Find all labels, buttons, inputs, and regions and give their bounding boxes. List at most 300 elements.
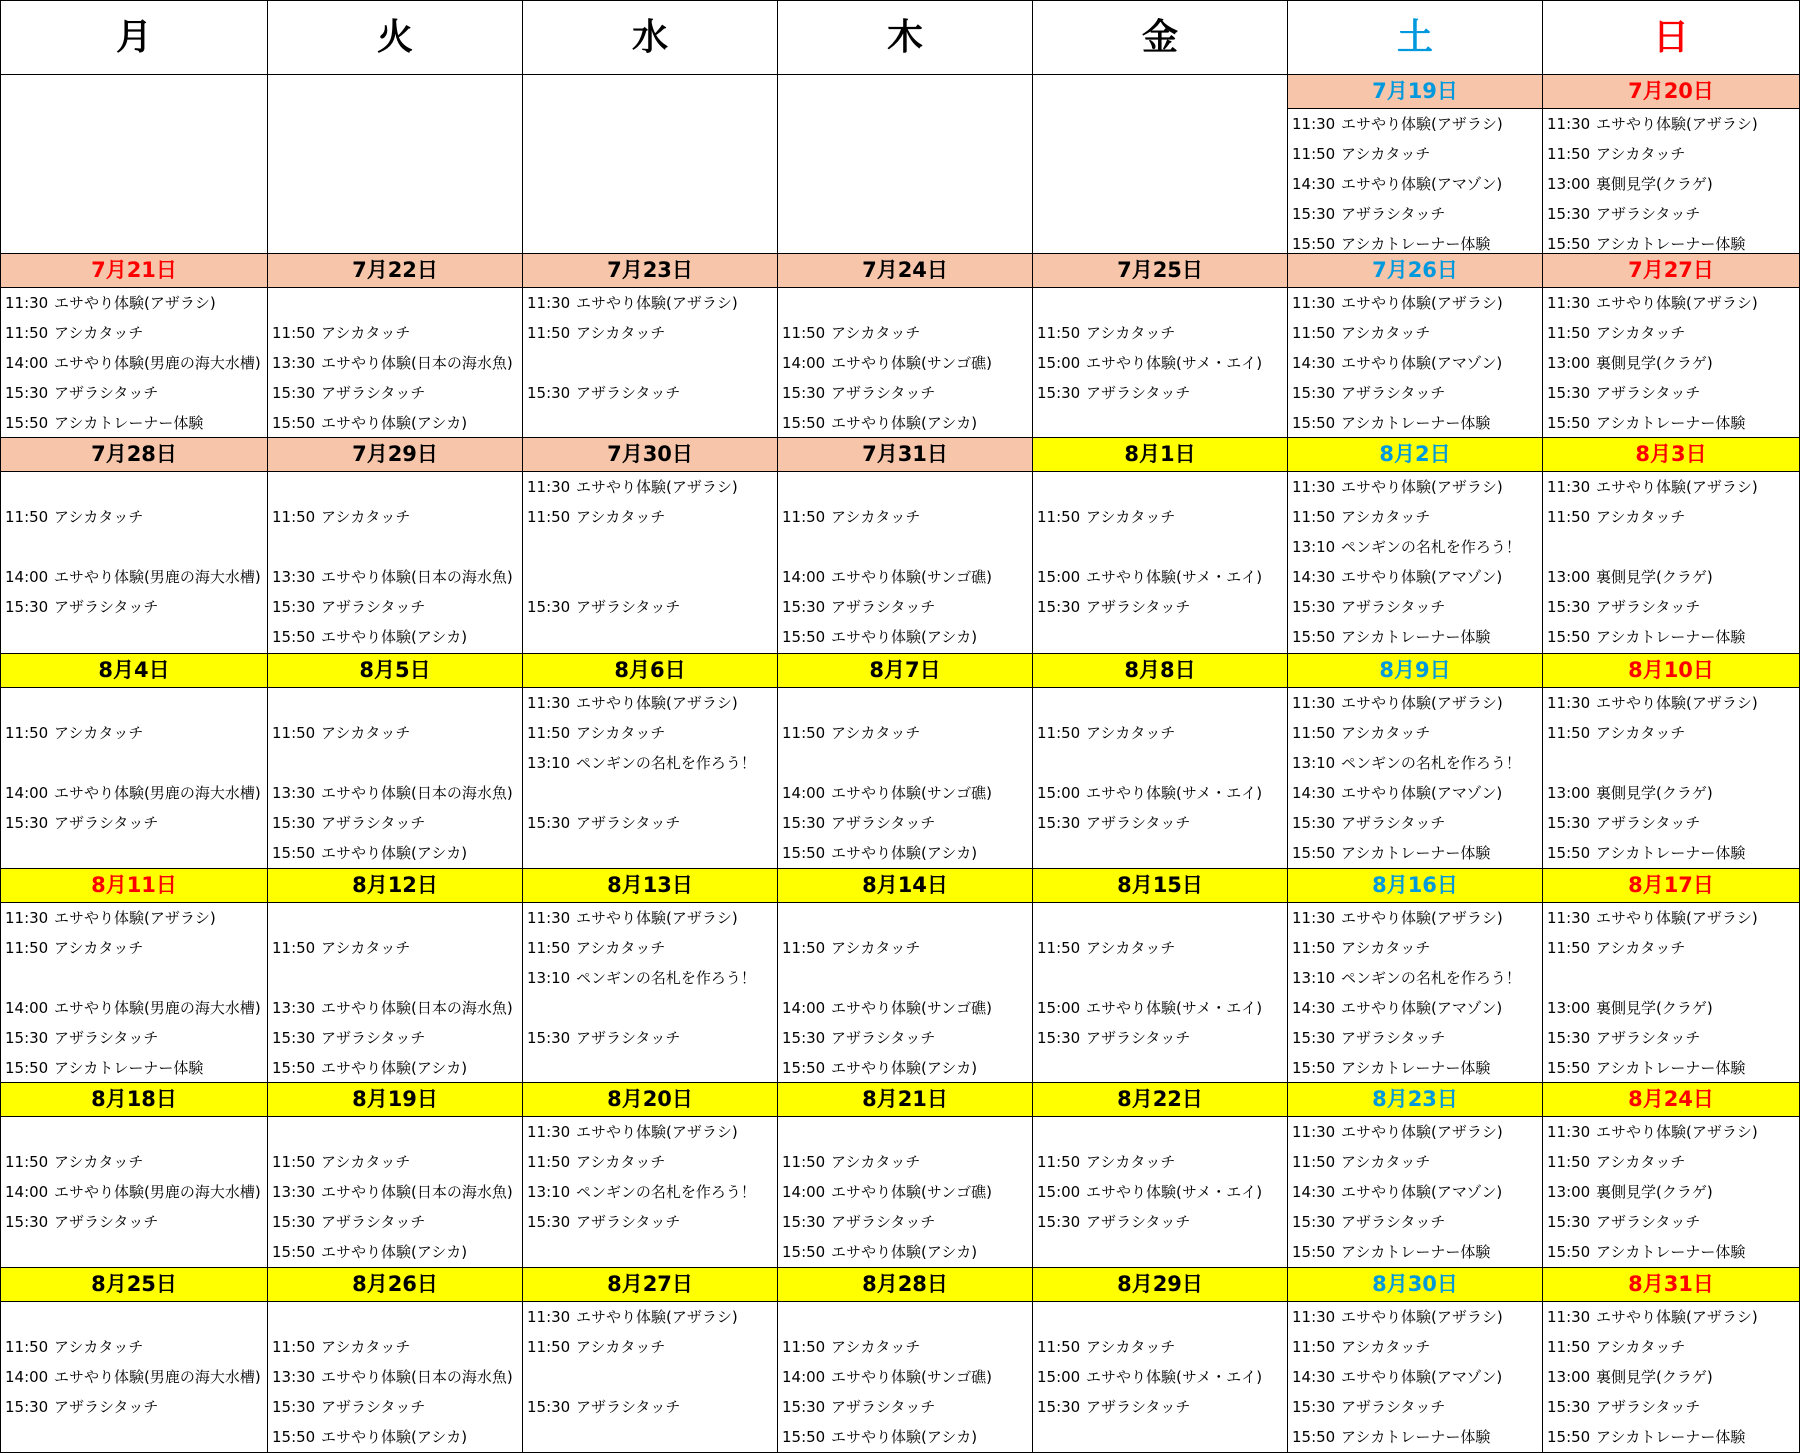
event-item xyxy=(1547,1237,1797,1267)
day-cell xyxy=(1288,254,1543,438)
event-item xyxy=(5,1147,265,1177)
event-name: エサやり体験(アマゾン) xyxy=(1341,999,1503,1017)
date-label: 8月25日 xyxy=(91,1272,177,1296)
event-item xyxy=(272,318,520,348)
event-name: エサやり体験(アザラシ) xyxy=(576,1308,738,1326)
event-name: アシカタッチ xyxy=(831,1153,921,1171)
event-time: 13:00 xyxy=(1547,568,1591,586)
day-cell xyxy=(1288,869,1543,1083)
event-time: 15:30 xyxy=(1292,1029,1336,1047)
date-label: 8月4日 xyxy=(98,658,170,682)
event-time: 15:30 xyxy=(5,1213,49,1231)
event-item xyxy=(1292,1332,1540,1362)
event-name: アシカタッチ xyxy=(1596,1338,1686,1356)
event-time: 11:50 xyxy=(272,724,316,742)
event-time: 15:30 xyxy=(1037,598,1081,616)
event-time: 15:50 xyxy=(1547,1428,1591,1446)
day-cell xyxy=(268,654,523,869)
event-item xyxy=(1547,502,1797,532)
date-header xyxy=(1,1268,267,1302)
event-time: 11:30 xyxy=(527,1308,571,1326)
date-header xyxy=(778,654,1032,688)
event-item xyxy=(5,1332,265,1362)
event-time: 15:50 xyxy=(272,844,316,862)
event-time: 15:50 xyxy=(272,628,316,646)
event-name: アザラシタッチ xyxy=(1596,1029,1701,1047)
event-name: エサやり体験(アマゾン) xyxy=(1341,568,1503,586)
date-label: 8月12日 xyxy=(352,873,438,897)
event-name: アザラシタッチ xyxy=(576,1029,681,1047)
event-time: 15:30 xyxy=(1292,1398,1336,1416)
event-name: エサやり体験(アシカ) xyxy=(831,1059,978,1077)
event-item xyxy=(1547,778,1797,808)
event-item xyxy=(1037,718,1285,748)
day-cell xyxy=(0,1083,268,1268)
event-item xyxy=(1037,933,1285,963)
event-time: 15:30 xyxy=(782,1213,826,1231)
event-item xyxy=(5,502,265,532)
event-time: 11:30 xyxy=(527,294,571,312)
event-time: 11:50 xyxy=(1547,324,1591,342)
event-name: エサやり体験(日本の海水魚) xyxy=(321,1183,513,1201)
event-item xyxy=(1547,288,1797,318)
event-time: 15:30 xyxy=(782,1398,826,1416)
event-name: 裏側見学(クラゲ) xyxy=(1596,354,1713,372)
event-name: エサやり体験(アマゾン) xyxy=(1341,175,1503,193)
event-name: エサやり体験(男鹿の海大水槽) xyxy=(54,568,261,586)
event-name: エサやり体験(アシカ) xyxy=(321,414,468,432)
event-item xyxy=(527,748,775,778)
event-item xyxy=(1292,622,1540,652)
day-cell xyxy=(523,654,778,869)
event-item xyxy=(272,838,520,868)
event-name: アシカトレーナー体験 xyxy=(1596,628,1746,646)
event-item xyxy=(1292,778,1540,808)
event-name: アザラシタッチ xyxy=(321,814,426,832)
event-name: エサやり体験(アザラシ) xyxy=(1341,478,1503,496)
event-name: アザラシタッチ xyxy=(576,384,681,402)
event-time: 14:00 xyxy=(782,1183,826,1201)
event-item xyxy=(5,1207,265,1237)
event-time: 11:50 xyxy=(1547,939,1591,957)
event-name: エサやり体験(アシカ) xyxy=(321,1428,468,1446)
event-item xyxy=(782,1392,1030,1422)
event-name: エサやり体験(サンゴ礁) xyxy=(831,784,992,802)
event-item xyxy=(1292,288,1540,318)
event-time: 11:30 xyxy=(527,478,571,496)
day-cell xyxy=(1543,75,1800,254)
event-time: 13:10 xyxy=(1292,754,1336,772)
day-cell xyxy=(778,1083,1033,1268)
event-time: 15:50 xyxy=(1547,414,1591,432)
date-label: 8月2日 xyxy=(1379,442,1451,466)
event-time: 11:50 xyxy=(782,1153,826,1171)
event-item xyxy=(5,562,265,592)
date-header xyxy=(778,1268,1032,1302)
event-name: エサやり体験(アシカ) xyxy=(321,1059,468,1077)
event-time: 15:30 xyxy=(1547,205,1591,223)
event-name: 裏側見学(クラゲ) xyxy=(1596,175,1713,193)
event-time: 13:00 xyxy=(1547,1368,1591,1386)
weekday-label: 月 xyxy=(115,16,152,58)
event-item xyxy=(782,1053,1030,1083)
event-time: 11:50 xyxy=(5,1153,49,1171)
event-name: アシカタッチ xyxy=(1596,1153,1686,1171)
date-label: 8月19日 xyxy=(352,1087,438,1111)
event-time: 11:50 xyxy=(1037,324,1081,342)
event-item xyxy=(1547,562,1797,592)
event-name: エサやり体験(アシカ) xyxy=(321,844,468,862)
event-name: アザラシタッチ xyxy=(1596,598,1701,616)
event-name: アシカタッチ xyxy=(1341,724,1431,742)
date-header xyxy=(1288,438,1542,472)
day-cell xyxy=(1288,75,1543,254)
date-header xyxy=(268,869,522,903)
event-item xyxy=(1547,1362,1797,1392)
event-item xyxy=(1292,1147,1540,1177)
event-item xyxy=(1292,378,1540,408)
day-cell xyxy=(778,1268,1033,1453)
event-time: 15:30 xyxy=(272,1213,316,1231)
day-cell xyxy=(0,869,268,1083)
event-time: 15:30 xyxy=(527,814,571,832)
event-time: 15:30 xyxy=(527,598,571,616)
date-header xyxy=(1543,654,1799,688)
event-time: 15:30 xyxy=(5,598,49,616)
event-item xyxy=(1292,688,1540,718)
event-time: 11:30 xyxy=(1547,478,1591,496)
weekday-label: 火 xyxy=(376,16,413,58)
event-time: 11:30 xyxy=(1547,294,1591,312)
date-header xyxy=(1288,1268,1542,1302)
date-label: 8月7日 xyxy=(869,658,941,682)
event-time: 14:00 xyxy=(5,1368,49,1386)
event-time: 13:00 xyxy=(1547,784,1591,802)
event-item xyxy=(5,318,265,348)
event-name: アザラシタッチ xyxy=(1341,598,1446,616)
event-item xyxy=(1292,963,1540,993)
date-label: 8月13日 xyxy=(607,873,693,897)
event-item xyxy=(1292,718,1540,748)
date-header xyxy=(268,1083,522,1117)
event-time: 15:30 xyxy=(5,1398,49,1416)
event-name: エサやり体験(日本の海水魚) xyxy=(321,354,513,372)
event-time: 15:50 xyxy=(272,1059,316,1077)
event-name: アザラシタッチ xyxy=(1086,384,1191,402)
event-name: アザラシタッチ xyxy=(1596,814,1701,832)
event-time: 14:00 xyxy=(5,1183,49,1201)
event-time: 11:50 xyxy=(1037,1153,1081,1171)
event-time: 15:30 xyxy=(1037,1029,1081,1047)
event-time: 11:50 xyxy=(1547,145,1591,163)
day-cell xyxy=(1033,438,1288,654)
date-label: 8月28日 xyxy=(862,1272,948,1296)
event-name: アザラシタッチ xyxy=(54,598,159,616)
empty-day-cell xyxy=(523,75,778,254)
date-header xyxy=(1543,1083,1799,1117)
event-time: 14:30 xyxy=(1292,568,1336,586)
event-time: 15:30 xyxy=(1037,1213,1081,1231)
event-item xyxy=(782,1422,1030,1452)
event-time: 15:50 xyxy=(782,1243,826,1261)
event-time: 13:10 xyxy=(527,969,571,987)
event-name: アシカタッチ xyxy=(1341,508,1431,526)
event-item xyxy=(272,1147,520,1177)
event-name: アシカタッチ xyxy=(1596,939,1686,957)
event-name: アシカタッチ xyxy=(1086,939,1176,957)
event-name: アザラシタッチ xyxy=(576,1213,681,1231)
event-time: 14:00 xyxy=(782,1368,826,1386)
event-time: 14:00 xyxy=(5,354,49,372)
event-time: 15:30 xyxy=(5,384,49,402)
event-item xyxy=(5,933,265,963)
weekday-header xyxy=(1543,0,1800,75)
event-item xyxy=(527,718,775,748)
event-item xyxy=(272,1237,520,1267)
day-cell xyxy=(268,1083,523,1268)
event-item xyxy=(1037,1207,1285,1237)
date-label: 7月29日 xyxy=(352,442,438,466)
event-item xyxy=(1547,592,1797,622)
event-time: 11:50 xyxy=(527,508,571,526)
event-name: アザラシタッチ xyxy=(54,384,159,402)
event-item xyxy=(5,1362,265,1392)
event-name: アシカトレーナー体験 xyxy=(1341,1059,1491,1077)
event-name: アシカタッチ xyxy=(54,724,144,742)
date-label: 7月27日 xyxy=(1628,258,1714,282)
event-name: エサやり体験(日本の海水魚) xyxy=(321,999,513,1017)
day-cell xyxy=(523,438,778,654)
day-cell xyxy=(1288,438,1543,654)
event-time: 11:50 xyxy=(5,724,49,742)
event-time: 15:30 xyxy=(1547,1398,1591,1416)
event-time: 11:50 xyxy=(527,939,571,957)
event-name: エサやり体験(日本の海水魚) xyxy=(321,568,513,586)
date-label: 8月22日 xyxy=(1117,1087,1203,1111)
event-item xyxy=(1547,1392,1797,1422)
event-name: アシカタッチ xyxy=(576,724,666,742)
event-item xyxy=(527,1177,775,1207)
event-name: アシカタッチ xyxy=(1341,939,1431,957)
event-item xyxy=(5,1053,265,1083)
date-label: 8月14日 xyxy=(862,873,948,897)
event-item xyxy=(527,318,775,348)
event-name: アザラシタッチ xyxy=(54,1213,159,1231)
event-item xyxy=(782,502,1030,532)
event-name: エサやり体験(日本の海水魚) xyxy=(321,784,513,802)
event-name: エサやり体験(サメ・エイ) xyxy=(1086,354,1263,372)
event-time: 15:30 xyxy=(272,598,316,616)
event-time: 15:50 xyxy=(1292,628,1336,646)
event-item xyxy=(5,808,265,838)
event-item xyxy=(1292,1207,1540,1237)
event-name: エサやり体験(アザラシ) xyxy=(54,294,216,312)
date-header xyxy=(1,1083,267,1117)
date-label: 8月16日 xyxy=(1372,873,1458,897)
event-item xyxy=(1292,472,1540,502)
event-name: アザラシタッチ xyxy=(1596,1398,1701,1416)
weekday-header xyxy=(1033,0,1288,75)
event-time: 14:30 xyxy=(1292,175,1336,193)
event-name: エサやり体験(サメ・エイ) xyxy=(1086,1368,1263,1386)
event-name: アシカトレーナー体験 xyxy=(1596,844,1746,862)
event-item xyxy=(1547,139,1797,169)
event-item xyxy=(1292,348,1540,378)
event-time: 15:30 xyxy=(1037,814,1081,832)
event-name: アシカタッチ xyxy=(831,508,921,526)
event-name: エサやり体験(アシカ) xyxy=(831,1243,978,1261)
event-name: エサやり体験(アザラシ) xyxy=(1341,115,1503,133)
event-name: アシカタッチ xyxy=(576,324,666,342)
date-header xyxy=(778,1083,1032,1117)
event-name: エサやり体験(アザラシ) xyxy=(576,1123,738,1141)
event-item xyxy=(527,963,775,993)
event-time: 11:50 xyxy=(1547,1153,1591,1171)
event-item xyxy=(782,348,1030,378)
event-name: アシカタッチ xyxy=(54,324,144,342)
event-item xyxy=(272,778,520,808)
event-item xyxy=(1037,562,1285,592)
event-item xyxy=(1547,318,1797,348)
date-label: 8月8日 xyxy=(1124,658,1196,682)
event-time: 14:30 xyxy=(1292,999,1336,1017)
event-name: エサやり体験(アザラシ) xyxy=(1341,1123,1503,1141)
date-header xyxy=(1288,254,1542,288)
event-item xyxy=(782,408,1030,438)
day-cell xyxy=(0,1268,268,1453)
event-name: アザラシタッチ xyxy=(1086,598,1191,616)
event-name: エサやり体験(アシカ) xyxy=(321,1243,468,1261)
date-label: 7月19日 xyxy=(1372,79,1458,103)
event-item xyxy=(1037,1332,1285,1362)
event-name: アザラシタッチ xyxy=(831,384,936,402)
event-name: アザラシタッチ xyxy=(831,1029,936,1047)
date-header xyxy=(1033,254,1287,288)
event-name: アザラシタッチ xyxy=(321,384,426,402)
event-name: アシカタッチ xyxy=(321,508,411,526)
event-time: 14:30 xyxy=(1292,1368,1336,1386)
event-item xyxy=(527,1392,775,1422)
event-time: 11:50 xyxy=(1037,939,1081,957)
event-name: アザラシタッチ xyxy=(576,1398,681,1416)
date-header xyxy=(1,254,267,288)
event-item xyxy=(272,348,520,378)
event-time: 15:30 xyxy=(1547,384,1591,402)
event-name: アシカタッチ xyxy=(321,939,411,957)
event-item xyxy=(1547,378,1797,408)
event-name: アザラシタッチ xyxy=(1341,1398,1446,1416)
event-time: 15:50 xyxy=(782,628,826,646)
event-time: 11:50 xyxy=(782,508,826,526)
event-time: 15:30 xyxy=(5,1029,49,1047)
event-name: アザラシタッチ xyxy=(1341,384,1446,402)
event-item xyxy=(782,808,1030,838)
event-item xyxy=(1037,808,1285,838)
event-name: アシカトレーナー体験 xyxy=(1341,414,1491,432)
event-time: 13:00 xyxy=(1547,175,1591,193)
event-name: ペンギンの名札を作ろう！ xyxy=(1341,969,1521,987)
event-item xyxy=(1547,348,1797,378)
event-item xyxy=(1547,1177,1797,1207)
date-label: 7月28日 xyxy=(91,442,177,466)
event-time: 15:50 xyxy=(272,1428,316,1446)
event-name: アシカトレーナー体験 xyxy=(1341,844,1491,862)
event-name: アザラシタッチ xyxy=(1596,384,1701,402)
event-item xyxy=(782,592,1030,622)
date-header xyxy=(268,654,522,688)
event-time: 15:30 xyxy=(272,1398,316,1416)
event-item xyxy=(1292,1177,1540,1207)
event-time: 11:50 xyxy=(782,724,826,742)
event-name: アシカタッチ xyxy=(1341,145,1431,163)
date-label: 8月1日 xyxy=(1124,442,1196,466)
event-name: アシカタッチ xyxy=(1086,724,1176,742)
event-time: 15:50 xyxy=(5,414,49,432)
event-item xyxy=(1292,318,1540,348)
event-item xyxy=(782,718,1030,748)
event-time: 11:30 xyxy=(527,1123,571,1141)
event-item xyxy=(527,1332,775,1362)
event-name: エサやり体験(アシカ) xyxy=(831,844,978,862)
event-item xyxy=(1547,838,1797,868)
event-item xyxy=(272,502,520,532)
event-item xyxy=(527,1302,775,1332)
event-name: エサやり体験(サメ・エイ) xyxy=(1086,999,1263,1017)
event-time: 15:00 xyxy=(1037,784,1081,802)
event-item xyxy=(1547,622,1797,652)
date-header xyxy=(1,438,267,472)
day-cell xyxy=(523,1268,778,1453)
event-item xyxy=(782,778,1030,808)
date-label: 7月23日 xyxy=(607,258,693,282)
event-item xyxy=(272,562,520,592)
event-name: アザラシタッチ xyxy=(54,1029,159,1047)
event-item xyxy=(1037,1362,1285,1392)
event-item xyxy=(272,1207,520,1237)
date-header xyxy=(523,254,777,288)
date-label: 8月15日 xyxy=(1117,873,1203,897)
weekday-header xyxy=(523,0,778,75)
day-cell xyxy=(1033,1083,1288,1268)
event-name: アシカタッチ xyxy=(1596,145,1686,163)
event-time: 14:00 xyxy=(782,784,826,802)
event-time: 11:30 xyxy=(1547,115,1591,133)
event-time: 15:30 xyxy=(1292,814,1336,832)
empty-day-cell xyxy=(1033,75,1288,254)
event-item xyxy=(272,1053,520,1083)
event-time: 15:30 xyxy=(5,814,49,832)
event-item xyxy=(782,622,1030,652)
date-header xyxy=(1033,438,1287,472)
event-name: アシカタッチ xyxy=(1341,1153,1431,1171)
day-cell xyxy=(1543,1083,1800,1268)
event-item xyxy=(272,1177,520,1207)
date-label: 8月31日 xyxy=(1628,1272,1714,1296)
event-item xyxy=(527,688,775,718)
date-header xyxy=(1,869,267,903)
date-label: 8月20日 xyxy=(607,1087,693,1111)
event-time: 15:50 xyxy=(1292,414,1336,432)
weekday-label: 水 xyxy=(631,16,668,58)
day-cell xyxy=(523,869,778,1083)
date-header xyxy=(1033,654,1287,688)
date-header xyxy=(268,1268,522,1302)
event-time: 13:10 xyxy=(1292,538,1336,556)
date-header xyxy=(1288,869,1542,903)
event-name: ペンギンの名札を作ろう！ xyxy=(1341,754,1521,772)
event-name: アシカタッチ xyxy=(576,1338,666,1356)
weekday-header xyxy=(1288,0,1543,75)
